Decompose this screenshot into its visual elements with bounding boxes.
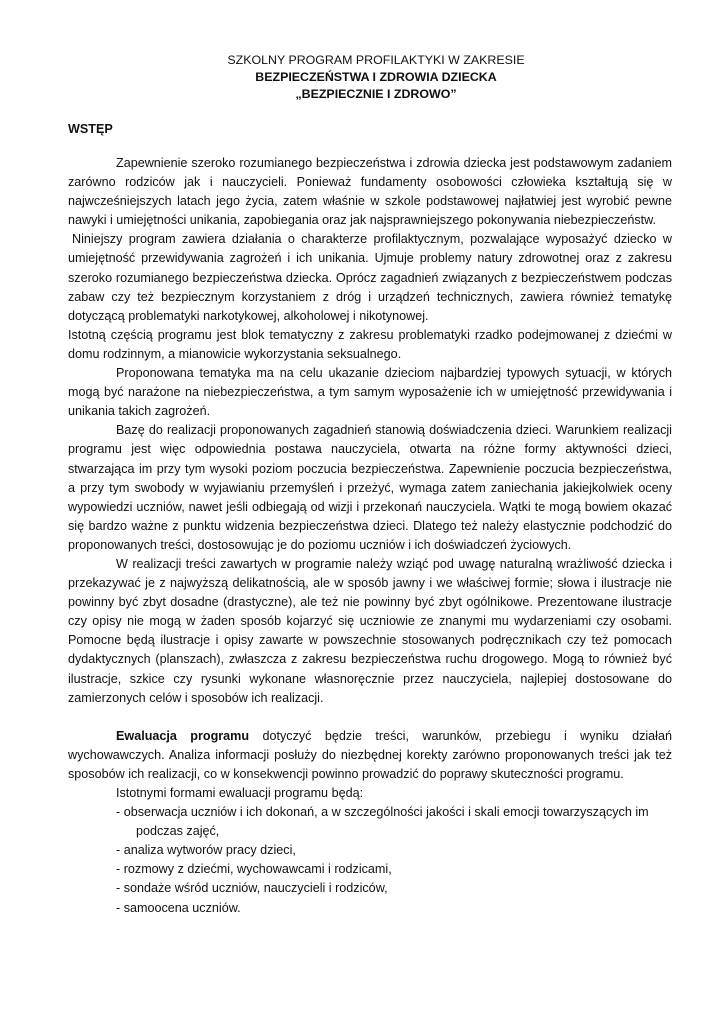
paragraph-6: W realizacji treści zawartych w programie należy wziąć pod uwagę naturalną wrażliwość dziecka i przekazywać je z najwyższą delikatnością, ale w sposób jawny i we właściwej formie; słowa i ilustracje nie powinny być zbyt dosadne (drastyczne), ale też nie powinny być zbyt ogólnikowe. Prezentowane ilustracje czy opisy nie mogą w żaden sposób kojarzyć się uczniowie ze znanymi mu wydarzeniami czy osobami. Pomocne będą ilustracje i opisy zawarte w powszechnie stosowanych podręcznikach czy też pomocach dydaktycznych (planszach), zwłaszcza z zakresu bezpieczeństwa ruchu drogowego. Mogą to również być ilustracje, szkice czy rysunki wykonane własnoręcznie przez nauczyciela, najlepiej dostosowane do zamierzonych celów i sposobów ich realizacji. [68, 556, 672, 705]
list-item-continuation: podczas zajęć, [136, 824, 220, 839]
paragraph-5: Bazę do realizacji proponowanych zagadnień stanowią doświadczenia dzieci. Warunkiem realizacji programu jest więc odpowiednia postawa nauczyciela, otwarta na różne formy aktywności dzieci, stwarzająca im przy tym wysoki poziom poczucia bezpieczeństwa. Zapewnienie poczucia bezpieczeństwa, a przy tym swobody w wyjawianiu przemyśleń i przeżyć, wymaga zatem zaniechania jakiejkolwiek oceny wypowiedzi uczniów, nawet jeśli odbiegają od wizji i przekonań nauczyciela. Wątki te mogą bowiem okazać się bardzo ważne z punktu widzenia bezpieczeństwa dzieci. Dlatego też należy elastycznie podchodzić do proponowanych treści, dostosowując je do poziomu uczniów i ich doświadczeń życiowych. [68, 423, 672, 552]
list-item: - obserwacja uczniów i ich dokonań, a w szczególności jakości i skali emocji towarzyszących im [116, 805, 649, 820]
evaluation-forms-list [116, 803, 672, 918]
header-line-1: SZKOLNY PROGRAM PROFILAKTYKI W ZAKRESIE [227, 53, 525, 67]
document-header [80, 52, 672, 103]
list-item: - rozmowy z dziećmi, wychowawcami i rodzicami, [116, 862, 392, 877]
paragraph-3: Istotną częścią programu jest blok tematyczny z zakresu problematyki rzadko podejmowanej z dziećmi w domu rodzinnym, a mianowicie wykorzystania seksualnego. [68, 327, 672, 361]
paragraph-2: Niniejszy program zawiera działania o charakterze profilaktycznym, pozwalające wyposażyć dziecko w umiejętność przewidywania zagrożeń i ich unikania. Ujmuje problemy natury zdrowotnej oraz z zakresu szeroko rozumianego bezpieczeństwa dziecka. Oprócz zagadnień związanych z bezpieczeństwem podczas zabaw czy też bezpiecznym korzystaniem z dróg i urządzeń technicznych, zawiera również tematykę dotyczącą problematyki narkotykowej, alkoholowej i nikotynowej. [68, 232, 672, 323]
paragraph-4: Proponowana tematyka ma na celu ukazanie dzieciom najbardziej typowych sytuacji, w których mogą być narażone na niebezpieczeństwa, a tym samym wyposażenie ich w umiejętność przewidywania i unikania takich zagrożeń. [68, 366, 672, 419]
paragraph-1: Zapewnienie szeroko rozumianego bezpieczeństwa i zdrowia dziecka jest podstawowym zadaniem zarówno rodziców jak i nauczycieli. Ponieważ fundamenty osobowości człowieka kształtują się w najwcześniejszych latach jego życia, zatem właśnie w szkole podstawowej najłatwiej jest wyrobić pewne nawyki i umiejętności unikania, zapobiegania oraz jak najsprawniejszego pokonywania niebezpieczeństw. [68, 156, 672, 228]
paragraph-forms-intro: Istotnymi formami ewaluacji programu będą: [116, 786, 364, 800]
evaluation-heading: Ewaluacja programu [116, 728, 250, 743]
list-item: - analiza wytworów pracy dzieci, [116, 843, 296, 858]
list-item: - samoocena uczniów. [116, 900, 241, 915]
evaluation-text: dotyczyć będzie treści, warunków, przebiegu i wyniku działań wychowawczych. Analiza informacji posłuży do niezbędnej korekty zarówno proponowanych treści jak też sposobów ich realizacji, co w konsekwencji powinno prowadzić do poprawy skuteczności programu. [68, 728, 672, 781]
header-line-2: BEZPIECZEŃSTWA I ZDROWIA DZIECKA [255, 70, 497, 84]
list-item: - sondaże wśród uczniów, nauczycieli i rodziców, [116, 881, 388, 896]
spacer [68, 708, 672, 727]
section-title: WSTĘP [68, 122, 113, 136]
paragraph-evaluation [68, 727, 672, 784]
header-line-3: „BEZPIECZNIE I ZDROWO” [295, 87, 457, 101]
